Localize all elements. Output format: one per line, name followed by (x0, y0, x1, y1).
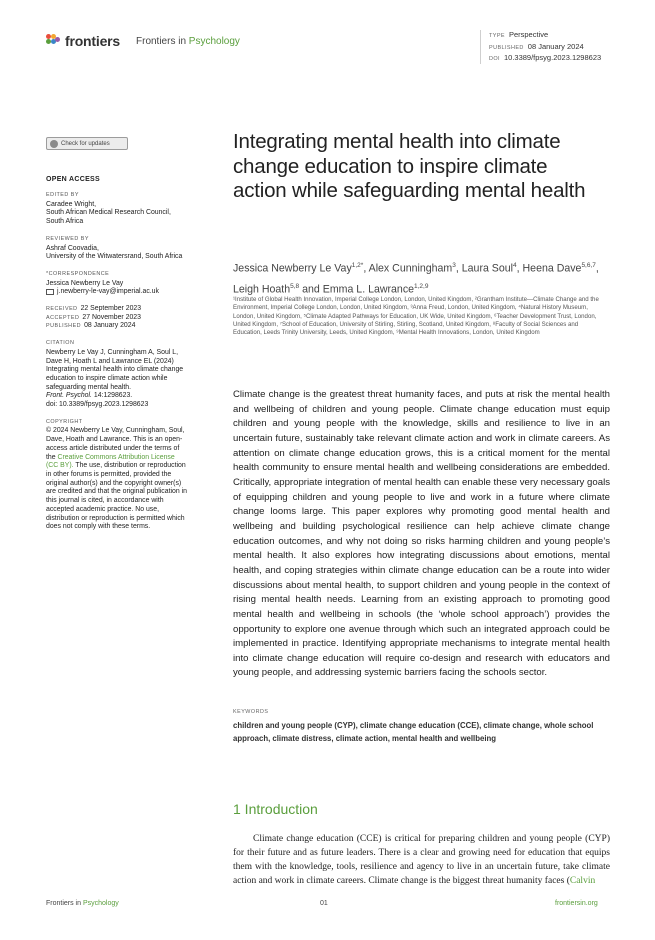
copyright-line: accepted academic practice. No use, (46, 505, 159, 513)
footer-journal-name: Psychology (82, 900, 119, 907)
editor-line: South African Medical Research Council, (46, 209, 171, 217)
journal-name[interactable] (136, 36, 240, 47)
copyright-line: access article distributed under the terms of (46, 444, 180, 452)
reviewed-by (46, 235, 226, 262)
correspondence-label: *CORRESPONDENCE (46, 270, 110, 277)
page-number: 01 (320, 900, 328, 907)
author-affiliation-sup: 1,2,9 (414, 282, 429, 290)
copyright-line: does not comply with these terms. (46, 523, 151, 531)
editor-line: South Africa (46, 218, 84, 226)
check-updates-icon (50, 140, 58, 148)
reviewer-line: Ashraf Coovadia, (46, 244, 99, 252)
header-divider (480, 30, 481, 64)
citation-line: education to inspire climate action while (46, 374, 168, 382)
citation-link[interactable]: Calvin (569, 876, 596, 886)
author-affiliation-sup: 3 (452, 262, 456, 269)
copyright (46, 418, 226, 532)
copyright-line: original author(s) and the copyright owner(s) (46, 479, 182, 487)
citation-line: Integrating mental health into climate change (46, 366, 184, 374)
correspondence (46, 270, 226, 297)
published-label: PUBLISHED (46, 323, 82, 330)
copyright-line: the (46, 453, 58, 461)
edited-by (46, 191, 226, 227)
article-dates (46, 305, 226, 331)
footer-prefix: Frontiers in (46, 900, 83, 907)
correspondence-email[interactable]: j.newberry-le-vay@imperial.ac.uk (57, 288, 159, 296)
doi-label: DOI (489, 56, 500, 62)
author-list: Jessica Newberry Le Vay$^{1,2*}$, Alex Cunningham$^3$, Laura Soul$^4$, Heena Dave$^{5,6,7}$, Leigh Hoath$^{5,8}$ and Emma L. Lawrance$^{1,2,9}$ (233, 262, 599, 296)
author-affiliation-sup: 1,2* (351, 262, 364, 269)
citation-label: CITATION (46, 340, 75, 347)
brand-name: frontiers (65, 33, 120, 49)
reviewed-label: REVIEWED BY (46, 235, 89, 242)
footer-journal[interactable] (46, 900, 119, 907)
keywords-label: KEYWORDS (233, 709, 269, 715)
author-name[interactable]: Leigh Hoath (233, 283, 291, 296)
correspondence-name: Jessica Newberry Le Vay (46, 279, 124, 287)
sidebar-info (46, 191, 226, 540)
reviewer-line: University of the Witwatersrand, South Africa (46, 253, 183, 261)
citation-volume: 14:1298623. (91, 392, 133, 400)
journal-title: Psychology (188, 36, 240, 47)
license-link[interactable]: (CC BY). (46, 462, 74, 470)
author-name[interactable]: Heena Dave (522, 262, 582, 275)
author-affiliation-sup: 5,8 (290, 282, 300, 290)
published-value: 08 January 2024 (527, 41, 584, 51)
license-link[interactable]: Creative Commons Attribution License (57, 453, 175, 461)
journal-prefix: Frontiers in (136, 36, 189, 47)
citation-doi[interactable]: doi: 10.3389/fpsyg.2023.1298623 (46, 401, 149, 409)
published-label: PUBLISHED (489, 44, 524, 51)
frontiers-logo[interactable] (46, 33, 120, 49)
doi-link[interactable]: 10.3389/fpsyg.2023.1298623 (503, 53, 602, 62)
author-name[interactable]: Alex Cunningham (368, 262, 453, 275)
mail-icon (46, 289, 54, 295)
check-for-updates-button[interactable] (46, 137, 128, 150)
copyright-label: COPYRIGHT (46, 418, 83, 425)
type-label: TYPE (489, 33, 505, 39)
copyright-line: in other forums is permitted, provided the (46, 470, 172, 478)
copyright-line: The use, distribution or reproduction (73, 462, 186, 470)
footer-site-link[interactable]: frontiersin.org (555, 900, 598, 907)
abstract: Climate change is the greatest threat humanity faces, and puts at risk the mental health and wellbeing of children and young people. Climate change education must equip children and young people with the knowledge, skills and resilience to live in an uncertain future, sustainably take relevant climate action and work in climate careers. As attention on climate change education grows, this is a critical moment for the mental health community to ensure mental health and wellbeing considerations are embedded. Critically, appropriate integration of mental health can enable these very necessary goals of equipping children and young people to live and work in a future where climate change looms large. This paper explores why promoting good mental health and wellbeing and building psychological resilience can help achieve climate change education outcomes, and why not doing so risks harming children and young people’s mental health. It also explores how integrating discussions about emotions, mental health, and coping strategies within climate change education can be a route into wider discussions about mental health, to support children and young people in the context of rising mental health needs. Learning from an existing approach to promoting good mental health and wellbeing in schools (the ‘whole school approach’) provides the opportunity to explore one avenue through which such an integrated approach could be implemented in practice. Identifying appropriate mechanisms to integrate mental health into climate change education will require co-design and research with educators and young people, and addressing systemic barriers facing the schools sector. (233, 389, 610, 679)
article-title: Integrating mental health into climate change education to inspire climate action while safeguarding mental health (233, 130, 586, 202)
edited-label: EDITED BY (46, 192, 79, 198)
keywords: children and young people (CYP), climate change education (CCE), climate change, whole school approach, climate distress, climate action, mental health and wellbeing (233, 721, 594, 743)
accepted-label: ACCEPTED (46, 314, 80, 321)
accepted-date: 27 November 2023 (82, 313, 141, 321)
copyright-line: © 2024 Newberry Le Vay, Cunningham, Soul, (46, 427, 185, 435)
editor-line: Caradee Wright, (46, 200, 97, 208)
section-heading: 1 Introduction (233, 801, 318, 817)
intro-text: Climate change education (CCE) is critical for preparing children and young people (CYP) for their future and as future leaders. There is a clear and growing need for education that equips them with the knowledge, tools, resilience and agency to live in an uncertain future, take climate action and work in climate careers. Climate change is the biggest threat humanity faces ( (233, 834, 610, 886)
copyright-line: Dave, Hoath and Lawrance. This is an open- (46, 436, 183, 444)
received-date: 22 September 2023 (80, 305, 142, 313)
type-value: Perspective (508, 30, 549, 39)
check-updates-label: Check for updates (61, 140, 110, 147)
intro-paragraph (233, 832, 610, 888)
open-access-label: OPEN ACCESS (46, 176, 100, 183)
author-name[interactable]: Laura Soul (461, 262, 514, 275)
article-meta (489, 30, 601, 65)
citation (46, 339, 226, 410)
citation-journal: Front. Psychol. (46, 392, 92, 400)
citation-line: safeguarding mental health. (46, 383, 132, 391)
correspondence-email-row (46, 288, 226, 297)
affiliations: ¹Institute of Global Health Innovation, Imperial College London, London, United Kingdom, ²Grantham Institute—Climate Change and the Environment, Imperial College London, London, United Kingdom, ³Anna Freud, London, United Kingdom, ⁴Natural History Museum, London, United Kingdom, ⁵Climate Adapted Pathways for Education, UK Wide, United Kingdom, ⁶Teacher Development Trust, London, United Kingdom, ⁷School of Education, University of Stirling, Stirling, Scotland, United Kingdom, ⁸Faculty of Social Sciences and Education, Leeds Trinity University, Leeds, United Kingdom, ⁹Mental Health Innovations, London, United Kingdom (233, 296, 599, 337)
author-name[interactable]: Jessica Newberry Le Vay (233, 262, 352, 275)
author-name[interactable]: Emma L. Lawrance (322, 283, 415, 296)
author-affiliation-sup: 4 (513, 262, 517, 269)
citation-line: Newberry Le Vay J, Cunningham A, Soul L, (46, 348, 179, 356)
copyright-line: are credited and that the original publication in (46, 488, 187, 496)
author-affiliation-sup: 5,6,7 (581, 262, 596, 269)
citation-line: Dave H, Hoath L and Lawrance EL (2024) (46, 357, 174, 365)
published-date: 08 January 2024 (84, 322, 136, 330)
frontiers-logo-icon (46, 34, 60, 48)
received-label: RECEIVED (46, 306, 78, 313)
copyright-line: distribution or reproduction is permitted which (46, 514, 185, 522)
copyright-line: this journal is cited, in accordance with (46, 497, 164, 505)
